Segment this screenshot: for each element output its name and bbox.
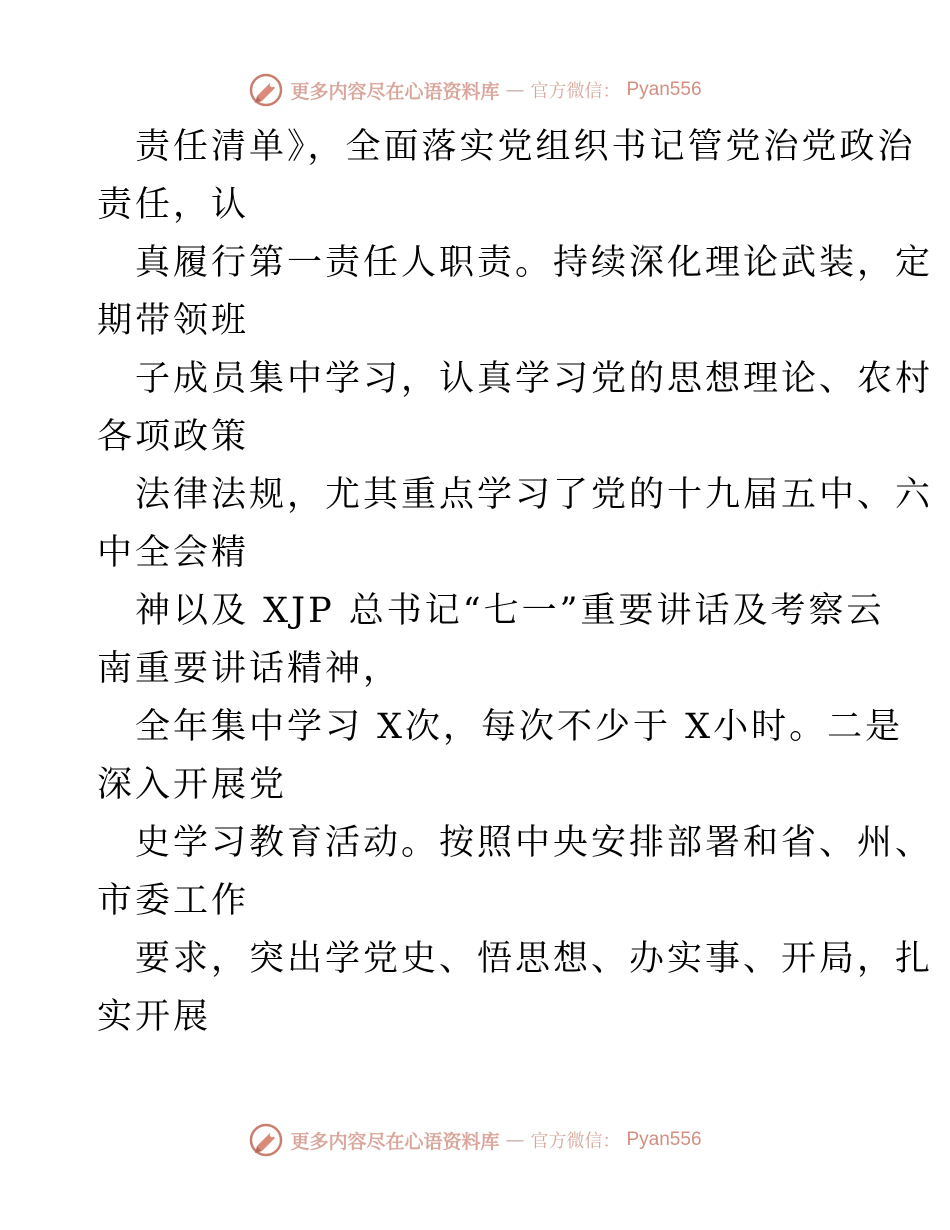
paragraph-line: 要求，突出学党史、悟思想、办实事、开局，扎 <box>135 939 934 979</box>
paragraph-line: 全年集中学习 X次，每次不少于 X小时。二是 <box>135 707 904 747</box>
paragraph <box>97 350 934 466</box>
paragraph <box>97 118 916 234</box>
watermark-site-text: 更多内容尽在心语资料库 <box>290 80 500 103</box>
watermark-account: Pyan556 <box>626 1129 702 1150</box>
paragraph-line: 真履行第一责任人职责。持续深化理论武装，定 <box>135 243 934 283</box>
watermark-label: 官方微信： <box>530 81 621 102</box>
paragraph-line-continued: 期带领班 <box>97 301 250 341</box>
paragraph <box>97 930 934 1046</box>
paragraph-line: 子成员集中学习，认真学习党的思想理论、农村 <box>135 359 934 399</box>
paragraph <box>97 234 934 350</box>
document-body <box>97 118 934 1046</box>
pen-nib-logo-icon <box>248 72 284 108</box>
paragraph <box>97 698 904 814</box>
header-watermark <box>0 70 950 110</box>
paragraph <box>97 582 885 698</box>
paragraph-line-continued: 各项政策 <box>97 417 250 457</box>
watermark-site-text: 更多内容尽在心语资料库 <box>290 1130 500 1153</box>
paragraph-line-continued: 深入开展党 <box>97 765 288 805</box>
paragraph-line: 责任清单》，全面落实党组织书记管党治党政治 <box>135 127 916 167</box>
paragraph-line-continued: 中全会精 <box>97 533 250 573</box>
paragraph-line-continued: 市委工作 <box>97 881 250 921</box>
watermark-account: Pyan556 <box>626 79 702 100</box>
watermark-separator: — <box>505 1129 525 1151</box>
paragraph-line-continued: 责任，认 <box>97 185 250 225</box>
paragraph-line-continued: 南重要讲话精神， <box>97 649 402 689</box>
watermark-separator: — <box>505 79 525 101</box>
pen-nib-logo-icon <box>248 1122 284 1158</box>
paragraph <box>97 466 934 582</box>
footer-watermark <box>0 1120 950 1160</box>
paragraph-line: 法律法规，尤其重点学习了党的十九届五中、六 <box>135 475 934 515</box>
paragraph-line-continued: 实开展 <box>97 997 212 1037</box>
watermark-label: 官方微信： <box>530 1131 621 1152</box>
paragraph <box>97 814 934 930</box>
paragraph-line: 史学习教育活动。按照中央安排部署和省、州、 <box>135 823 934 863</box>
paragraph-line: 神以及 XJP 总书记“七一”重要讲话及考察云 <box>135 591 885 631</box>
